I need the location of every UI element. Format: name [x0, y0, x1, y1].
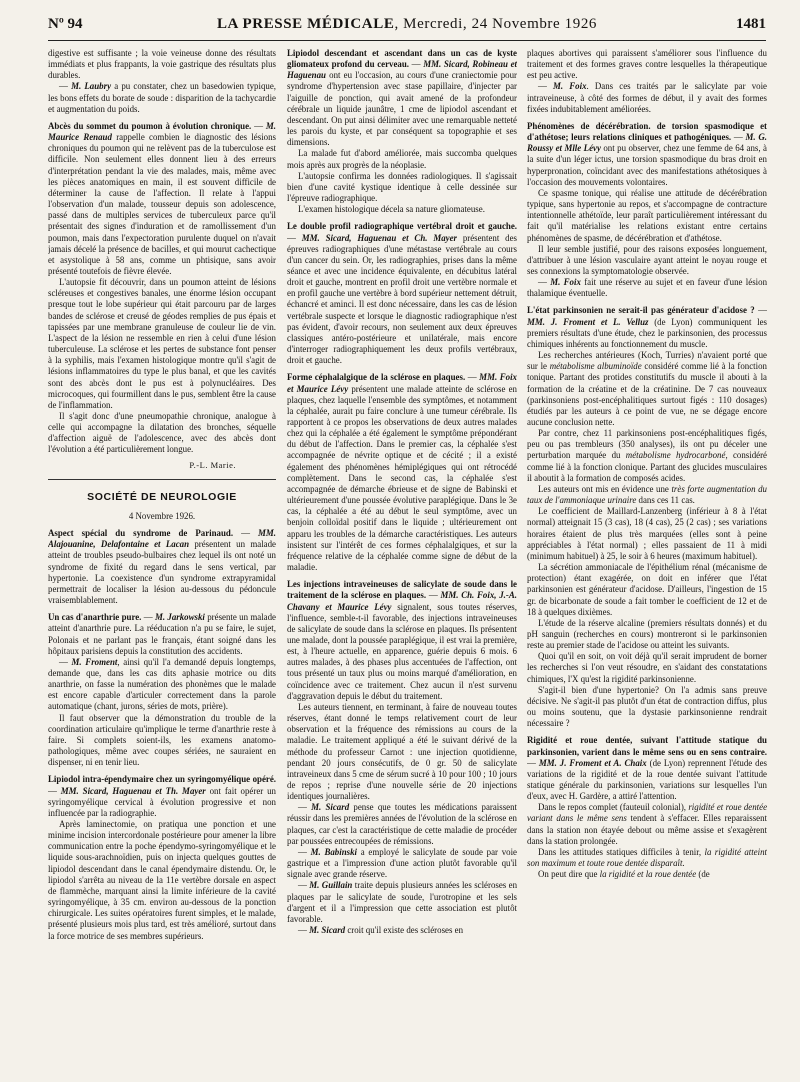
author-names: M. Laubry — [71, 81, 112, 92]
body-text: 4 Novembre 1926. — [128, 510, 196, 521]
paragraph — [48, 657, 276, 713]
author-names: MM. J. Froment et L. Velluz — [527, 316, 649, 327]
body-text: digestive est suffisante ; la voie veineuse donne des résultats immédiats et plus frappants, la voie gastrique des résultats plus durables. — [48, 48, 276, 81]
article-paragraph — [527, 305, 767, 350]
body-text: Ce spasme tonique, qui réalise une attitude de décérébration typique, sans hypertonie au repos, et s'accompagne de contracture intentionnelle athétoïde, leur paraît particulièrement intéressant du fait qu'il matérialise les relations existant entre certains phénomènes de spasme, de décérébration et d'athétose. — [527, 187, 767, 243]
body-text: — — [408, 59, 424, 70]
author-signature — [48, 460, 236, 471]
article-paragraph — [287, 372, 517, 573]
page-header — [48, 16, 766, 38]
paragraph — [48, 48, 276, 81]
article-paragraph — [48, 528, 276, 606]
paragraph — [287, 802, 517, 847]
article-title: L'état parkinsonien ne serait-il pas générateur d'acidose ? — [527, 305, 755, 316]
body-text: (de Lyon) communiquent les premiers résultats d'une étude, chez le parkinsonien, des processus chimiques inhérents au fonctionnement du muscle. — [527, 316, 767, 349]
paragraph — [527, 869, 767, 880]
body-text: — — [298, 880, 310, 891]
body-text: , considéré comme lié à la fonction clonique. Partant des glucides musculaires il aboutit à la formation de composés acides. — [527, 450, 767, 483]
article-title: Le double profil radiographique vertébral droit et gauche. — [287, 221, 517, 232]
article-paragraph — [48, 612, 276, 657]
column-left — [48, 48, 276, 1078]
author-names: M. Foix — [553, 81, 587, 92]
paragraph — [527, 81, 767, 114]
journal-title: LA PRESSE MÉDICALE — [216, 16, 395, 32]
paragraph — [527, 350, 767, 428]
header-rule — [48, 40, 766, 41]
paragraph — [527, 48, 767, 81]
article-title: Lipiodol intra-épendymaire chez un syringomyélique opéré. — [48, 774, 276, 785]
paragraph — [48, 277, 276, 411]
body-text: Dans le repos complet (fauteuil colonial), — [538, 802, 689, 813]
body-text: — — [287, 232, 302, 243]
body-text: — — [298, 925, 310, 936]
article-title: Aspect spécial du syndrome de Parinaud. — [48, 528, 234, 539]
author-names: M. Foix — [550, 277, 581, 288]
section-divider — [48, 479, 276, 480]
body-text: présentent des épreuves radiographiques d'une métastase vertébrale au cours d'un cancer du sein. Or, les radiographies, prises dans la même séance et avec une incidence équivalente, en décubitus latéral droit et gauche, montrent en profil droit une vertèbre normale et en profil gauche une vertèbre à bord supérieur nettement détruit, échancré et aminci. Il est donc nécessaire, dans les cas de lésion vertébrale suspecte et lorsque le diagnostic radiographique n'est pas évident, d'avoir recours, non seulement aux deux épreuves classiques antéro-postérieure et unilatérale, mais encore d'interroger radiographiquement les deux profils vertébraux, droit et gauche. — [287, 232, 517, 366]
body-text: — — [48, 785, 61, 796]
body-text: ont fait opérer un syringomyélique cervical à évolution progressive et non influencée par la radiographie. — [48, 785, 276, 818]
body-text: tendent à s'effacer. Elles reparaissent dans la station non étayée debout ou même assise et s'exagèrent dans la station prolongée. — [527, 813, 767, 846]
paragraph — [527, 428, 767, 484]
article-title: Rigidité et roue dentée, suivant l'attitude statique du parkinsonien, varient dans le même sens ou en sens contraire. — [527, 735, 767, 757]
emphasis-text: la rigidité et la roue dentée — [599, 869, 697, 880]
article-paragraph — [287, 221, 517, 366]
author-names: M. Maurice Renaud — [48, 120, 276, 143]
body-text: — — [298, 846, 311, 857]
paragraph — [527, 802, 767, 847]
paragraph — [287, 702, 517, 802]
paragraph — [48, 819, 276, 942]
body-text: présentent une malade atteinte de sclérose en plaques, chez laquelle l'ensemble des symptômes, et notamment la céphalée, aurait pu faire conclure à une tumeur cérébrale. Ils rapportent à ce propos les observations de deux autres malades chez qui la céphalée a été également le symptôme prépondérant du début de l'affection. Dans le premier cas, la céphalée s'est accompagnée de névrite optique et de cécité ; il a existé également des phénomènes hémiplégiques qui ont rétrocédé complètement. Dans le second cas, la céphalée s'est accompagnée de démarche ébrieuse et de signe de Babinski et ultérieurement d'une poussée évolutive paraplégique. Dans le 3e cas, la céphalée a été au début le seul symptôme, avec un benjoin colloïdal positif dans le liquide ; ultérieurement ont apparu les troubles de la démarche caractéristiques. Les auteurs insistent sur l'intérêt de ces formes céphalalgiques, et sur la fréquence relative de la céphalée comme signe de début de la maladie. — [287, 383, 517, 573]
body-text: — — [298, 802, 312, 813]
body-text: Il faut observer que la démonstration du trouble de la coordination articulaire qu'implique le terme d'anarthrie reste à faire. Si complets soient-ils, les examens anatomo-pathologiques, même avec coupes sériées, ne sauraient en dispenser, ni en tenir lieu. — [48, 712, 276, 768]
column-middle — [287, 48, 517, 1078]
author-names: M. Jarkowski — [154, 612, 205, 623]
body-text: — — [426, 590, 441, 601]
body-text: — — [141, 612, 155, 623]
body-text: L'autopsie confirma les données radiologiques. Il s'agissait bien d'une cavité kystique identique à celle dessinée sur l'épreuve radiographique. — [287, 170, 517, 204]
body-text: Il leur semble justifié, pour des raisons exposées longuement, d'attribuer à une lésion vasculaire ayant atteint le noyau rouge et ses connexions la symptomatologie observée. — [527, 243, 767, 276]
body-text: considéré comme lié à la fonction tonique. Partant des protides constitutifs du muscle il abouti à la formation de la créatine et de la créatinine. De 7 cas nouveaux (parkinsoniens post-encéphalitiques surtout figés : 110 dosages) étudiés par les auteurs à ce point de vue, ne se dégage encore aucune conclusion nette. — [527, 361, 767, 427]
author-names: M. Guillain — [309, 880, 353, 891]
body-text: SOCIÉTÉ DE NEUROLOGIE — [87, 490, 237, 503]
body-text: croit qu'il existe des scléroses en — [345, 925, 464, 936]
paragraph — [527, 484, 767, 506]
article-title: Abcès du sommet du poumon à évolution chronique. — [48, 120, 252, 131]
author-names: M. G. Roussy et Mlle Lévy — [527, 132, 767, 154]
page-number: 1481 — [736, 16, 766, 32]
body-text: fait une réserve au sujet et en faveur d'une lésion thalamique éventuelle. — [527, 277, 767, 299]
body-text: Quoi qu'il en soit, on voit déjà qu'il serait imprudent de borner les recherches si l'on veut résoudre, en s'aidant des constatations chimiques, l'X qu'est la rigidité parkinsonienne. — [527, 651, 767, 684]
body-text: P.-L. Marie. — [189, 459, 236, 470]
article-paragraph — [527, 121, 767, 188]
author-names: M. Babinski — [310, 846, 358, 857]
paragraph — [527, 651, 767, 684]
body-text: Par contre, chez 11 parkinsoniens post-encéphalitiques figés, peu ou pas trembleurs (350 analyses), ils ont pu déceler une perturbation marquée du — [527, 428, 767, 461]
body-text: — — [59, 81, 72, 92]
author-names: M. Froment — [71, 656, 118, 667]
body-text: . Dans ces traités par le salicylate par voie intraveineuse, à côté des formes de début, il y avait des formes fixées indubitablement améliorées. — [527, 81, 767, 114]
paragraph — [527, 562, 767, 618]
article-paragraph — [527, 735, 767, 802]
body-text: — — [465, 372, 480, 383]
body-text: Les recherches antérieures (Koch, Turries) n'avaient porté que sur le — [527, 350, 767, 372]
paragraph — [287, 148, 517, 170]
author-names: MM. J. Froment et A. Chaix — [538, 757, 647, 768]
body-text: Il s'agit donc d'une pneumopathie chronique, analogue à celle qui accompagne la dilatation des bronches, séquelle d'affection aiguë de l'adolescence, avec des abcès dont l'évolution a été particulièrement longue. — [48, 411, 276, 455]
article-title: Un cas d'anarthrie pure. — [48, 612, 142, 623]
body-text: Les auteurs ont mis en évidence une — [538, 483, 672, 494]
emphasis-text: métabolisme hydrocarboné — [625, 450, 726, 461]
body-text: — — [754, 305, 767, 316]
emphasis-text: métabolisme albuminoïde — [549, 361, 642, 372]
paragraph — [287, 171, 517, 204]
paragraph — [287, 925, 517, 936]
emphasis-text: très forte augmentation du taux de l'ammoniaque urinaire — [527, 483, 767, 506]
body-text: dans ces 11 cas. — [636, 495, 695, 506]
body-text: — — [251, 120, 266, 131]
author-names: MM. Sicard, Robineau et Haguenau — [287, 59, 517, 81]
running-head: LA PRESSE MÉDICALE, Mercredi, 24 Novembre 1926 — [216, 16, 598, 32]
article-title: Phénomènes de décérébration. de torsion spasmodique et d'athétose; leurs relations cliniques et pathogéniques. — [527, 120, 767, 143]
body-text: (de Lyon) reprennent l'étude des variations de la rigidité et de la roue dentée suivant l'attitude statique générale du parkinsonien, variations sur lesquelles l'un d'eux, avec H. Gardère, a attiré l'attention. — [527, 757, 767, 802]
body-text: La sécrétion ammoniacale de l'épithélium rénal (mécanisme de protection) étant exagérée, on doit en inférer que l'état parkinsonien est générateur d'acidose. D'ailleurs, l'ingestion de 15 gr. de bicarbonate de soude a fait tomber le coefficient de 12 et de 18 à quelques dixièmes. — [527, 562, 767, 617]
author-names: MM. Ch. Foix, J.-A. Chavany et Maurice Lévy — [287, 590, 517, 612]
author-names: MM. Sicard, Haguenau et Ch. Mayer — [301, 232, 457, 243]
author-names: M. Sicard — [311, 802, 350, 813]
body-text: Le coefficient de Maillard-Lanzenberg (inférieur à 8 à l'état normal) atteignait 15 (3 cas), 18 (4 cas), 25 (2 cas) ; ses variations horaires étaient de plus très marquées (elles sont à peine appréciables à l'état normal) ; elles passaient de 11 à midi (minimum habituel) à 25, le soir à 6 heures (maximum habituel). — [527, 506, 767, 561]
author-names: MM. Alajouanine, Delafontaine et Lacan — [48, 528, 276, 550]
body-text: traite depuis plusieurs années les scléroses en plaques par le salicylate de soude, l'urotropine et les sels d'argent et il a l'impression que cette association est plutôt favorable. — [287, 880, 517, 924]
body-text: L'examen histologique décela sa nature gliomateuse. — [298, 204, 485, 215]
body-text: On peut dire que — [538, 869, 600, 880]
author-names: MM. Foix et Maurice Lévy — [287, 372, 517, 394]
emphasis-text: rigidité et roue dentée variant dans le même sens — [527, 802, 767, 824]
article-paragraph — [48, 121, 276, 277]
body-text: Après laminectomie, on pratiqua une ponction et une minime incision intercordonale postérieure pour amener la libre communication entre la poche épendymo-syringomyélique et le liquide sous-arachnoïdien, puis on injecta quelques gouttes de lipiodol descendant dans le canal épendymaire distendu. Or, le lipiodol s'arrêta au niveau de la 11e vertèbre dorsale en aspect de flammèche, marquant ainsi la limite inférieure de la cavité syringomyélique, à 35 cm. environ au-dessous de la ponction chirurgicale. Les suites opératoires furent simples, et le malade, présenté plusieurs mois plus tard, est très amélioré, surtout dans la force motrice de ses membres supérieurs. — [48, 819, 276, 941]
paragraph — [48, 81, 276, 114]
paragraph — [527, 685, 767, 730]
body-text: — — [233, 528, 258, 539]
column-right — [527, 48, 767, 1078]
paragraph — [48, 411, 276, 456]
paragraph — [287, 204, 517, 215]
paragraph — [527, 244, 767, 277]
article-paragraph — [287, 579, 517, 702]
session-date — [48, 511, 276, 522]
body-text: La malade fut d'abord améliorée, mais succomba quelques mois après aux progrès de la néoplasie. — [287, 148, 517, 170]
body-text: ont eu l'occasion, au cours d'une craniectomie pour syndrome d'hypertension avec stase papillaire, d'injecter par l'aiguille de ponction, qui avait amené de la profondeur cérébrale un liquide jaunâtre, 1 cme de lipiodol ascendant et descendant. On put ainsi délimiter avec une remarquable netteté les parois du kyste, et par conséquent sa topographie et ses dimensions. — [287, 70, 517, 148]
body-text: plaques abortives qui paraissent s'améliorer sous l'influence du traitement et des formes graves contre lesquelles la thérapeutique est peu active. — [527, 48, 767, 81]
paragraph — [527, 618, 767, 651]
issue-number: Nº 94 — [48, 16, 83, 32]
body-text: a employé le salicylate de soude par voie gastrique et a l'impression d'une action plutôt favorable qu'il signale avec grande réserve. — [287, 846, 517, 880]
body-text: rappelle combien le diagnostic des lésions chroniques du poumon qui ne relèvent pas de la tuberculose est difficile. Non seulement elles donnent lieu à des erreurs d'interprétation pendant la vie des malades, mais, même avec les pièces anatomiques en main, il est souvent difficile de déterminer la cause de l'affection. Il relate à l'appui l'observation d'un malade, tousseur depuis son adolescence, passé dans de multiples services de tuberculeux parce qu'il présentait des signes d'induration et de ramollissement d'un poumon, mais dans l'expectoration purulente duquel on n'avait jamais décelé la présence de bacilles, et qui mourut cachectique et asystolique à 58 ans, comme un phtisique, sans avoir présenté toutefois de fièvre élevée. — [48, 132, 276, 276]
body-text: (de — [696, 869, 710, 880]
body-text: S'agit-il bien d'une hypertonie? On l'a admis sans preuve décisive. Ne s'agit-il pas plutôt d'un état de contraction diffus, plus ou moins soutenu, que la dystasie parkinsonienne rendrait nécessaire ? — [527, 684, 767, 729]
article-title: Lipiodol descendant et ascendant dans un cas de kyste gliomateux profond du cerveau. — [287, 48, 517, 70]
paragraph — [287, 880, 517, 925]
body-text: — — [59, 656, 72, 667]
emphasis-text: la rigidité atteint son maximum et toute roue dentée disparaît. — [527, 846, 767, 869]
body-text: , ainsi qu'il l'a demandé depuis longtemps, demande que, dans les cas dits aphasie motrice ou dits anarthrie, on fasse la numération des phonèmes que le malade est encore capable d'articuler correctement dans la parole automatique (chant, jurons, séries de mots, prière). — [48, 656, 276, 712]
article-title: Forme céphalalgique de la sclérose en plaques. — [287, 372, 466, 383]
author-names: MM. Sicard, Haguenau et Th. Mayer — [60, 785, 206, 796]
article-paragraph — [48, 774, 276, 819]
paragraph — [527, 188, 767, 244]
body-text: présentent un malade atteint de troubles pseudo-bulbaires chez lequel ils ont noté un syndrome de fixité du regard dans le sens vertical, par hypertonie. La coexistence d'un syndrome extrapyramidal permettrait de localiser la lésion au-dessous du pédoncule vraisemblablement. — [48, 539, 276, 606]
paragraph — [287, 847, 517, 880]
paragraph — [527, 277, 767, 299]
body-text: ont pu observer, chez une femme de 64 ans, à la suite d'un léger ictus, une torsion spasmodique du bras droit en hyperpronation, coïncidant avec des manifestations athétosiques à l'occasion des mouvements volontaires. — [527, 143, 767, 187]
author-names: M. Sicard — [309, 925, 346, 936]
article-title: Les injections intraveineuses de salicylate de soude dans le traitement de la sclérose en plaques. — [287, 579, 517, 601]
paragraph — [527, 506, 767, 562]
body-text: L'autopsie fit découvrir, dans un poumon atteint de lésions scléreuses et congestives banales, une énorme lésion occupant presque tout le lobe supérieur qui était parcouru par de larges bandes de sclérose et creusé de géodes remplies de pus épais et tapissées par une membrane granuleuse de couleur lie de vin. L'aspect de la lésion ne ressemble en rien à celui d'une lésion tuberculeuse. La sclérose et les pertes de substance font penser à la syphilis, mais l'examen histologique montre qu'il s'agit de lésions inflammatoires du type le plus banal, et que les cavités sont des abcès dont le pus est à polynucléaires. Des microcoques, qui fourmillent dans le pus, semblent être la cause de l'inflammation. — [48, 277, 276, 410]
body-text: — — [731, 132, 746, 143]
body-text: Les auteurs tiennent, en terminant, à faire de nouveau toutes réserves, étant donné le temps relativement court de leur observation et la fréquence des rémissions au cours de la maladie. Le traitement appliqué a été le suivant dérivé de la méthode du professeur Carnot : une injection quotidienne, pendant 20 jours consécutifs, de 0 gr. 50 de salicylate intraveineux dans 5 cme de sérum sucré à 10 pour 100 ; 10 jours de repos ; reprise d'une nouvelle série de 20 injections identiques journalières. — [287, 701, 517, 802]
body-text: — — [527, 757, 539, 768]
body-text: a pu constater, chez un basedowien typique, les bons effets du borate de soude : disparition de la tachycardie et augmentation du poids. — [48, 81, 276, 114]
section-heading — [48, 492, 276, 503]
body-text: présente un malade atteint d'anarthrie pure. La rééducation n'a pu se faire, le sujet, Polonais et ne parlant pas le français, étant soigné dans les hôpitaux parisiens depuis la constitution des accidents. — [48, 612, 276, 656]
paragraph — [48, 713, 276, 769]
body-text: pense que toutes les médications paraissent réussir dans les premières années de l'évolution de la sclérose en plaques, car c'est la caractéristique de cette maladie de procéder par poussées entrecoupées de rémissions. — [287, 802, 517, 846]
paragraph — [527, 847, 767, 869]
body-text: signalent, sous toutes réserves, l'influence, semble-t-il favorable, des injections intraveineuses de salicylate de soude dans la sclérose en plaques. Ils présentent une malade, dont la poussée paraplégique, il est vrai la première, est, à l'heure actuelle, en apparence, guérie depuis 6 mois. 6 autres malades, à des phases plus accentuées de l'affection, ont tous présenté un taux plus ou moins marqué d'amélioration, en coïncidence avec ce traitement. Chez aucun il n'est survenu d'aggravation depuis le début du traitement. — [287, 601, 517, 701]
issue-date: Mercredi, 24 Novembre 1926 — [403, 16, 598, 32]
body-text: L'étude de la réserve alcaline (premiers résultats donnés) et du pH sanguin (recherches en cours) montreront si le parkinsonien reste au premier stade de l'acidose ou atteint les suivants. — [527, 617, 767, 651]
body-text: — — [538, 81, 554, 92]
paragraph — [287, 48, 517, 148]
body-text: — — [538, 277, 551, 288]
body-text: Dans les attitudes statiques difficiles à tenir, — [538, 846, 705, 857]
